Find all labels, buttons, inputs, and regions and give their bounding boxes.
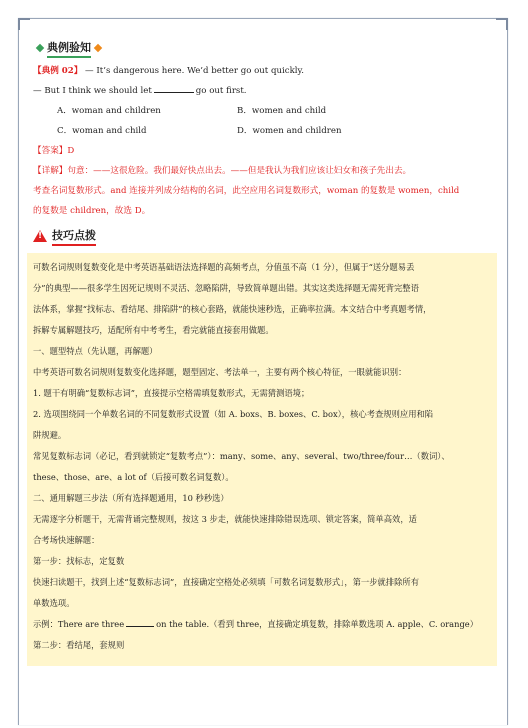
tips-line: 无需逐字分析题干，无需背诵完整规则，按这 3 步走，就能快速排除错误选项、锁定答案，简单高效，适 [33, 514, 417, 524]
options-row [33, 101, 493, 121]
tips-line: 2. 选项围绕同一个单数名词的不同复数形式设置（如 A. boxs、B. boxes、C. box），核心考查规则应用和陷 [33, 409, 434, 419]
detail-line: 考查名词复数形式。and 连接并列成分结构的名词，此空应用名词复数形式，woman 的复数是 women，child [33, 186, 460, 196]
options-row [33, 121, 493, 141]
section-heading [33, 39, 493, 57]
tips-heading [33, 225, 493, 247]
tips-line: 法体系，掌握“找标志、看结尾、排陷阱”的核心套路，就能快速秒选，正确率拉满。本文结合中考真题考情， [33, 304, 432, 314]
tips-title: 技巧点拨 [52, 227, 96, 246]
green-diamond-icon [36, 44, 44, 52]
tips-box [27, 253, 497, 666]
option-d: D．women and children [237, 126, 342, 136]
answer-blank [154, 84, 194, 93]
tips-line: 第一步：找标志，定复数 [33, 556, 125, 566]
tips-line: 可数名词规则复数变化是中考英语基础语法选择题的高频考点，分值虽不高（1 分），但属于“送分题易丢 [33, 262, 415, 272]
tips-line: 1. 题干有明确“复数标志词”，直接提示空格需填复数形式，无需猜测语境； [33, 388, 310, 398]
orange-diamond-icon [94, 44, 102, 52]
dialog-b-pre: — But I think we should let [33, 86, 152, 96]
document-content [33, 39, 493, 666]
example-question-line [33, 61, 493, 81]
tips-line: 第二步：看结尾，套规则 [33, 640, 125, 650]
tips-line: 拆解专属解题技巧，适配所有中考考生，看完就能直接套用做题。 [33, 325, 274, 335]
option-c: C．woman and child [57, 126, 147, 136]
option-a: A．woman and children [57, 106, 161, 116]
detail-line: 【详解】句意：——这很危险。我们最好快点出去。——但是我认为我们应该让妇女和孩子先出去。 [33, 166, 412, 176]
page-corner-mark [18, 18, 30, 30]
answer-line: 【答案】D [33, 146, 75, 156]
tips-line: 单数选项。 [33, 598, 75, 608]
example-post: on the table.（看到 three，直接确定填复数，排除单数选项 A. apple、C. orange） [156, 619, 478, 629]
example-blank [126, 618, 154, 627]
tips-line: 常见复数标志词（必记，看到就锁定“复数考点”）：many、some、any、several、two/three/four…（数词）、 [33, 451, 450, 461]
section-title: 典例验知 [47, 39, 91, 58]
tips-line: these、those、are、a lot of（后接可数名词复数）。 [33, 472, 234, 482]
tips-line: 阱规避。 [33, 430, 67, 440]
tips-line: 二、通用解题三步法（所有选择题通用，10 秒秒选） [33, 493, 229, 503]
tips-example-line [33, 614, 491, 635]
dialog-line-b [33, 81, 493, 101]
tips-line: 一、题型特点（先认题，再解题） [33, 346, 158, 356]
document-page [18, 18, 508, 725]
tips-line: 分”的典型——很多学生因死记规则不灵活、忽略陷阱，导致简单题出错。其实这类选择题无需死背完整语 [33, 283, 419, 293]
tips-line: 快速扫读题干，找到上述“复数标志词”，直接确定空格处必须填「可数名词复数形式」，第一步就排除所有 [33, 577, 419, 587]
dialog-b-post: go out first. [195, 86, 247, 96]
example-tag: 【典例 02】 [33, 66, 83, 76]
tips-line: 合考场快速解题： [33, 535, 100, 545]
page-corner-mark [496, 18, 508, 30]
option-b: B．women and child [237, 106, 327, 116]
tips-line: 中考英语可数名词规则复数变化选择题，题型固定、考法单一，主要有两个核心特征，一眼就能识别： [33, 367, 407, 377]
detail-line: 的复数是 children，故选 D。 [33, 206, 151, 216]
dialog-line-a: — It’s dangerous here. We’d better go out quickly. [82, 66, 304, 76]
warning-icon [33, 230, 47, 242]
example-pre: 示例：There are three [33, 619, 125, 629]
